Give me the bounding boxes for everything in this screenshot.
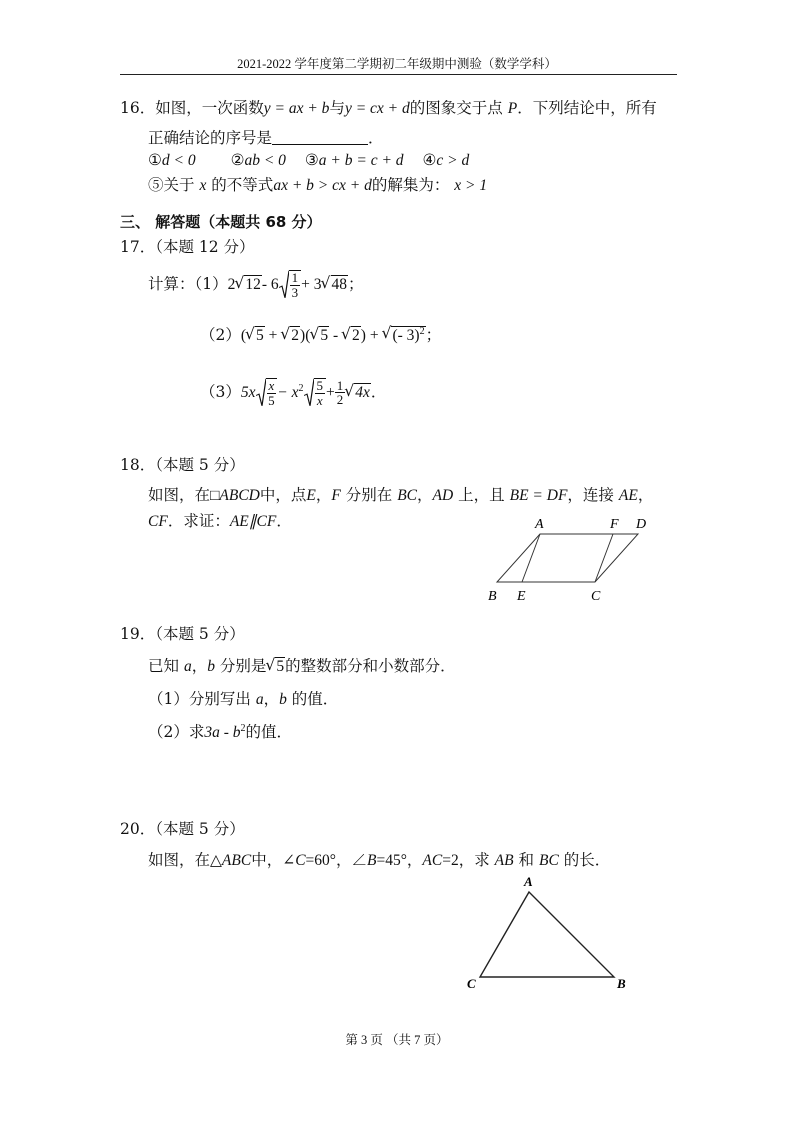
sqrt-one-third bbox=[279, 270, 302, 299]
q19-text: 的值． bbox=[291, 690, 339, 708]
term: 5x bbox=[240, 383, 256, 401]
q16-var: x bbox=[199, 177, 207, 194]
q16-eq2: y = cx + d bbox=[344, 100, 410, 117]
sqrt-5 bbox=[246, 328, 265, 344]
q17-end: ； bbox=[425, 326, 442, 345]
q16-text: 如图，一次函数 bbox=[155, 99, 264, 117]
q17-coef: 2 bbox=[227, 275, 236, 293]
q17-part3 bbox=[200, 378, 386, 407]
q18-var: AD bbox=[432, 487, 454, 504]
fraction bbox=[290, 271, 301, 299]
fraction bbox=[267, 379, 277, 407]
q20-var: B bbox=[367, 852, 377, 869]
q18-var: BC bbox=[397, 487, 418, 504]
q16-option-3: a + b = c + d bbox=[318, 152, 404, 169]
q18-text: ．求证： bbox=[167, 512, 230, 530]
q16-option-mark: ① bbox=[148, 151, 162, 169]
q20-text: 和 bbox=[518, 851, 535, 869]
label-b: B bbox=[488, 589, 497, 604]
term: − x bbox=[277, 383, 299, 401]
q16-option-2: ab < 0 bbox=[244, 152, 286, 169]
q18-line1 bbox=[148, 488, 653, 504]
q16-line1 bbox=[120, 101, 657, 117]
q17-label: （2） bbox=[200, 326, 241, 345]
q20-text: 如图，在△ bbox=[148, 851, 222, 869]
q18-var: AE bbox=[618, 487, 638, 504]
q16-text: 的图象交于点 bbox=[409, 99, 503, 117]
q19-text: （2）求 bbox=[148, 723, 205, 742]
q18-text: 如图，在 bbox=[148, 486, 211, 504]
page-header: 2021-2022 学年度第二学期初二年级期中测验（数学学科） bbox=[237, 57, 557, 71]
radical-sign bbox=[304, 378, 314, 407]
q20-var: ABC bbox=[221, 852, 252, 869]
q18-text: ． bbox=[276, 512, 292, 530]
sqrt-5-over-x bbox=[304, 378, 327, 407]
label-e: E bbox=[517, 589, 526, 604]
q19-line1: 已知 a，b 分别是√ 5的整数部分和小数部分． bbox=[148, 659, 456, 675]
q19-text: 的值． bbox=[245, 723, 293, 742]
q16-line2 bbox=[148, 130, 384, 147]
frac-num: x bbox=[268, 378, 275, 393]
q20-var: AB bbox=[494, 852, 514, 869]
frac-den: 3 bbox=[291, 284, 299, 300]
label-a: A bbox=[535, 517, 544, 532]
sqrt-48 bbox=[322, 277, 349, 293]
q20-text: 的长． bbox=[563, 851, 611, 869]
sqrt-2 bbox=[342, 328, 361, 344]
q18-line2 bbox=[148, 514, 292, 530]
q16-option-1: d < 0 bbox=[161, 152, 196, 169]
q18-text: ， bbox=[637, 486, 654, 504]
parallelogram-abcd bbox=[497, 534, 638, 582]
exponent: 2 bbox=[240, 723, 246, 734]
q19-text: 分别是 bbox=[219, 657, 267, 675]
radicand: (- 3) bbox=[392, 327, 420, 345]
q19-expr: 3a - b bbox=[204, 724, 241, 742]
label-c: C bbox=[591, 589, 601, 604]
q17-lead: 计算：（1） bbox=[148, 274, 228, 293]
exponent: 2 bbox=[298, 383, 304, 394]
q17-part1 bbox=[148, 270, 364, 299]
q16-text: 正确结论的序号是 bbox=[148, 129, 273, 147]
q16-number: 16． bbox=[120, 99, 156, 117]
sqrt-5 bbox=[266, 659, 285, 675]
q19-sub2 bbox=[148, 724, 292, 741]
q20-var: C bbox=[295, 852, 306, 869]
q17-part2 bbox=[200, 327, 441, 344]
q19-text: 已知 bbox=[148, 657, 180, 675]
q16-answer-blank[interactable] bbox=[272, 130, 368, 145]
label-d: D bbox=[636, 517, 647, 532]
radical-sign bbox=[279, 270, 289, 299]
q20-var: AC bbox=[422, 852, 443, 869]
q20-var: BC bbox=[539, 852, 559, 869]
q16-option-mark: ④ bbox=[422, 151, 437, 169]
segment-cf bbox=[595, 534, 613, 582]
q20-line1 bbox=[148, 853, 610, 869]
q17-op: + 3 bbox=[301, 275, 322, 293]
q16-option-mark: ③ bbox=[304, 151, 319, 169]
exponent: 2 bbox=[419, 326, 425, 337]
q20-text: =2，求 bbox=[442, 852, 490, 869]
parallelogram-figure bbox=[480, 512, 660, 607]
q20-header: 20．（本题 5 分） bbox=[120, 820, 245, 838]
q18-eq: BE = DF bbox=[509, 487, 568, 504]
q17-op: - 6 bbox=[261, 275, 279, 293]
radicand: 5 bbox=[256, 327, 264, 345]
q18-var: E bbox=[306, 487, 316, 504]
q19-text: 的整数部分和小数部分． bbox=[285, 657, 456, 675]
triangle-abc bbox=[480, 892, 614, 977]
q19-var: a bbox=[255, 691, 264, 708]
q20-text: =45°， bbox=[376, 852, 423, 869]
q17-label: （3） bbox=[200, 382, 241, 401]
radicand: 2 bbox=[352, 327, 360, 345]
segment-ae bbox=[522, 534, 540, 582]
sqrt-5 bbox=[310, 328, 329, 344]
q18-eq: AE∥CF bbox=[229, 513, 277, 530]
q16-option-4: c > d bbox=[436, 152, 470, 169]
q18-var: F bbox=[331, 487, 341, 504]
q17-header: 17．（本题 12 分） bbox=[120, 238, 255, 256]
q16-text: ． bbox=[368, 129, 384, 147]
op: + bbox=[326, 383, 335, 401]
radicand: 2 bbox=[291, 327, 300, 345]
q19-var: a bbox=[183, 658, 192, 675]
page-footer: 第 3 页 （共 7 页） bbox=[345, 1033, 449, 1047]
radicand: 5 bbox=[276, 658, 285, 675]
frac-den: 2 bbox=[336, 392, 344, 408]
q16-text: 关于 bbox=[163, 176, 195, 194]
q16-eq1: y = ax + b bbox=[263, 100, 330, 117]
label-a: A bbox=[524, 874, 533, 889]
op: - bbox=[329, 327, 343, 345]
label-c: C bbox=[467, 976, 476, 991]
op: + bbox=[264, 327, 282, 345]
q16-option-mark: ⑤ bbox=[148, 176, 164, 194]
q17-end: ． bbox=[370, 382, 387, 401]
q20-text: =60°，∠ bbox=[305, 852, 367, 869]
sqrt-2 bbox=[281, 328, 300, 344]
frac-num: 5 bbox=[316, 378, 324, 393]
q16-text: 的不等式 bbox=[211, 176, 274, 194]
q18-text: ， bbox=[315, 486, 332, 504]
q19-text: （1）分别写出 bbox=[148, 690, 251, 708]
header-rule bbox=[120, 74, 677, 75]
parallelogram-symbol: □ABCD bbox=[210, 487, 260, 504]
label-b: B bbox=[617, 976, 626, 991]
radicand: 12 bbox=[245, 275, 261, 293]
frac-num: 1 bbox=[336, 377, 344, 393]
radical-sign bbox=[256, 378, 266, 407]
q16-option-mark: ② bbox=[230, 151, 245, 169]
q16-text: 与 bbox=[329, 99, 345, 117]
q19-sub1: （1）分别写出 a，b 的值． bbox=[148, 690, 339, 708]
frac-den: x bbox=[316, 392, 323, 408]
q19-header: 19．（本题 5 分） bbox=[120, 625, 245, 643]
sqrt-x-over-5 bbox=[256, 378, 278, 407]
radicand: 4x bbox=[355, 383, 370, 401]
q18-header: 18．（本题 5 分） bbox=[120, 456, 245, 474]
q16-inequality: ax + b > cx + d bbox=[273, 177, 372, 194]
triangle-figure bbox=[460, 870, 640, 1000]
q16-solution: x > 1 bbox=[454, 177, 488, 194]
sqrt-12 bbox=[235, 277, 262, 293]
q16-text: ．下列结论中，所有 bbox=[517, 99, 657, 117]
radicand: 5 bbox=[320, 327, 329, 345]
sqrt-neg3-squared bbox=[382, 327, 425, 344]
q16-options bbox=[148, 153, 469, 169]
paren: )( bbox=[300, 327, 311, 345]
q18-text: ， bbox=[417, 486, 433, 504]
q17-end: ； bbox=[348, 274, 364, 293]
q18-text: ，连接 bbox=[567, 486, 614, 504]
paren: ( bbox=[240, 327, 247, 345]
op: ) + bbox=[360, 327, 383, 345]
q18-text: 中，点 bbox=[259, 486, 307, 504]
section-title: 三、 解答题（本题共 68 分） bbox=[120, 213, 322, 231]
frac-num: 1 bbox=[291, 270, 299, 285]
q16-option-5 bbox=[148, 178, 487, 194]
sqrt-4x bbox=[345, 385, 371, 401]
q19-var: b bbox=[279, 691, 287, 708]
q18-text: 上，且 bbox=[458, 486, 505, 504]
q18-var: CF bbox=[148, 513, 168, 530]
radicand: 48 bbox=[331, 275, 348, 293]
label-f: F bbox=[610, 517, 619, 532]
q20-text: 中，∠ bbox=[251, 851, 296, 869]
q18-text: 分别在 bbox=[345, 486, 393, 504]
fraction bbox=[315, 379, 326, 407]
q19-var: b bbox=[207, 658, 215, 675]
q16-point: P bbox=[507, 100, 518, 117]
frac-den: 5 bbox=[268, 392, 275, 408]
q16-text: 的解集为： bbox=[371, 176, 450, 194]
